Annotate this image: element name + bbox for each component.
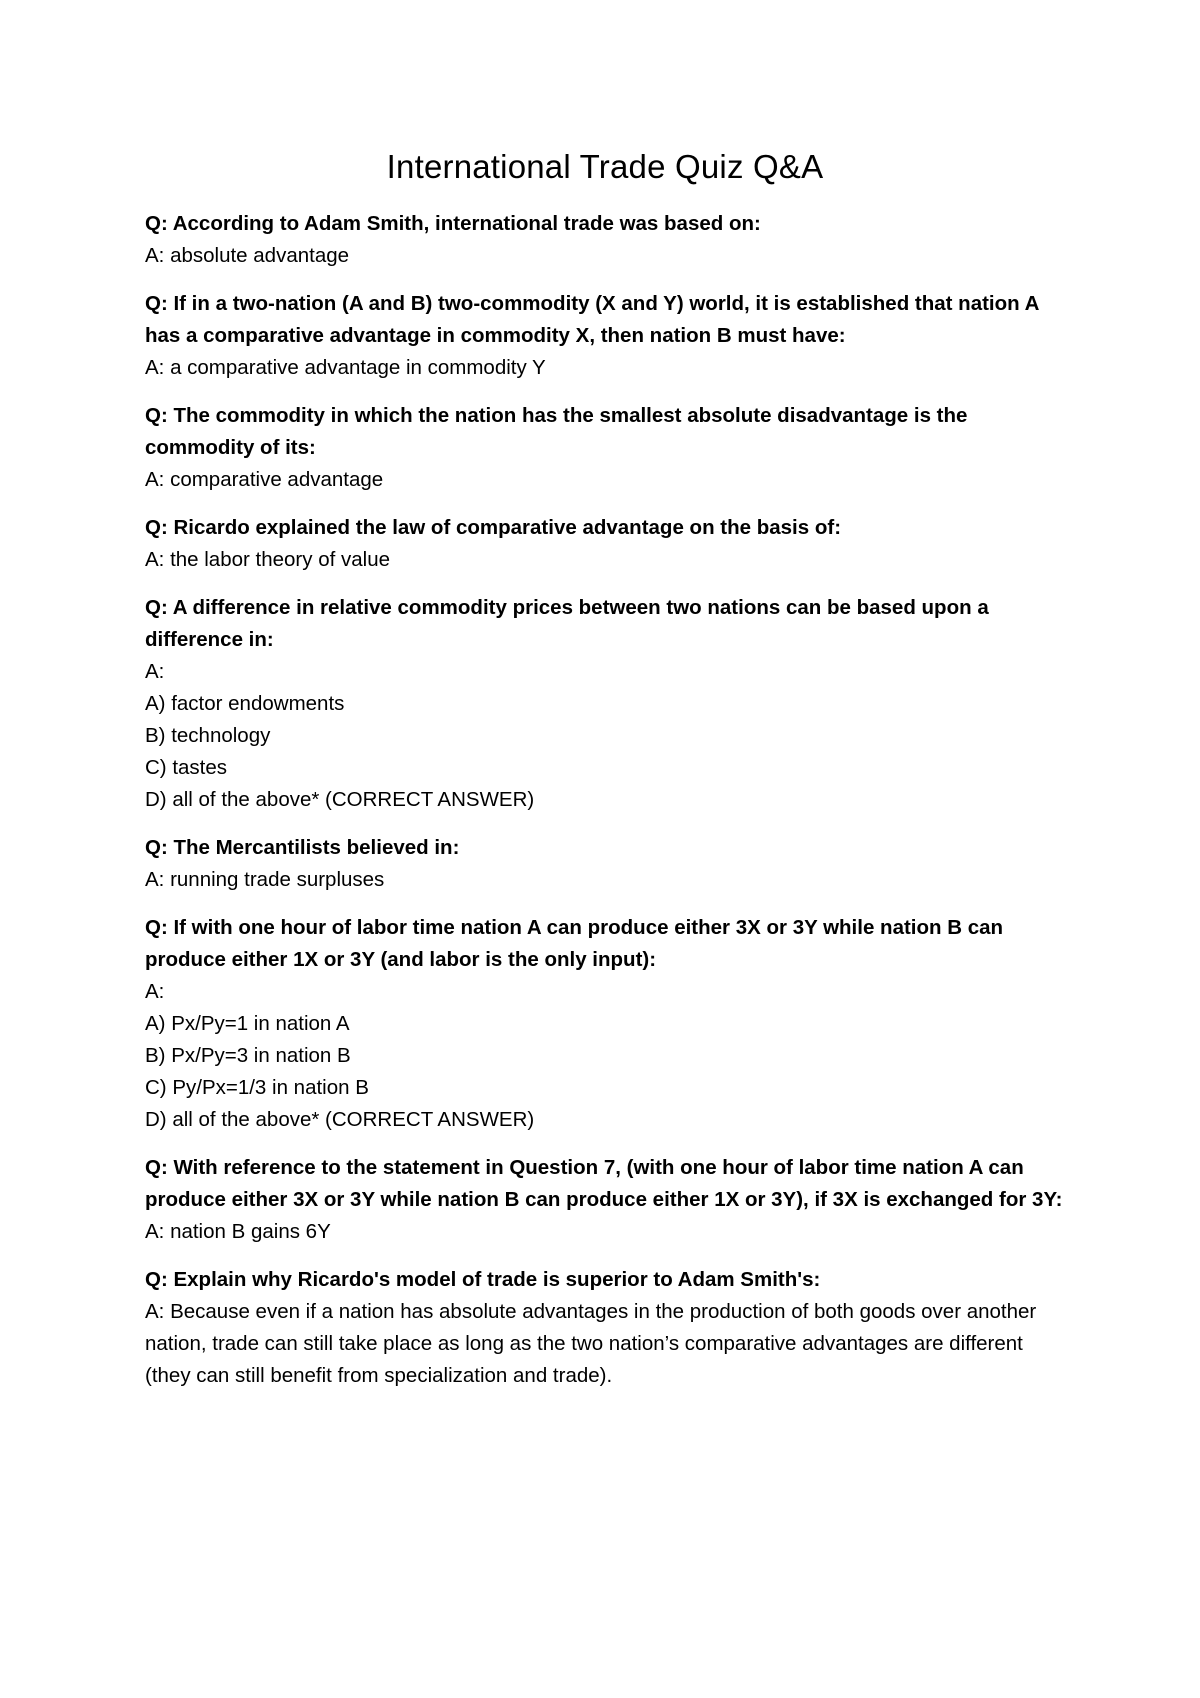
answer-text: A: Because even if a nation has absolute advantages in the production of both goods over another nation, trade can still take place as long as the two nation’s comparative advantages are different (they can still benefit from specialization and trade).	[145, 1300, 1037, 1387]
qa-item-9	[145, 1264, 1065, 1392]
answer-option: D) all of the above* (CORRECT ANSWER)	[145, 1108, 535, 1131]
answer-option: B) Px/Py=3 in nation B	[145, 1044, 351, 1067]
answer-text: A:	[145, 980, 165, 1003]
answer-option: C) Py/Px=1/3 in nation B	[145, 1076, 369, 1099]
answer-option: A) factor endowments	[145, 692, 345, 715]
question-text: Q: Ricardo explained the law of comparative advantage on the basis of:	[145, 516, 842, 539]
question-text: Q: Explain why Ricardo's model of trade is superior to Adam Smith's:	[145, 1268, 821, 1291]
document-content	[145, 146, 1065, 1408]
answer-text: A: comparative advantage	[145, 468, 384, 491]
answer-option: A) Px/Py=1 in nation A	[145, 1012, 350, 1035]
document-title: International Trade Quiz Q&A	[386, 148, 824, 185]
question-text: Q: The commodity in which the nation has the smallest absolute disadvantage is the commodity of its:	[145, 404, 968, 459]
answer-text: A: the labor theory of value	[145, 548, 391, 571]
answer-text: A: running trade surpluses	[145, 868, 385, 891]
question-text: Q: The Mercantilists believed in:	[145, 836, 460, 859]
question-text: Q: If in a two-nation (A and B) two-commodity (X and Y) world, it is established that nation A has a comparative advantage in commodity X, then nation B must have:	[145, 292, 1039, 347]
qa-item-1	[145, 208, 1065, 272]
question-text: Q: A difference in relative commodity prices between two nations can be based upon a difference in:	[145, 596, 989, 651]
question-text: Q: According to Adam Smith, international trade was based on:	[145, 212, 761, 235]
answer-text: A:	[145, 660, 165, 683]
qa-item-8	[145, 1152, 1065, 1248]
question-text: Q: With reference to the statement in Question 7, (with one hour of labor time nation A can produce either 3X or 3Y while nation B can produce either 1X or 3Y), if 3X is exchanged for 3Y:	[145, 1156, 1063, 1211]
answer-text: A: a comparative advantage in commodity Y	[145, 356, 546, 379]
answer-option: B) technology	[145, 724, 271, 747]
qa-item-2	[145, 288, 1065, 384]
qa-item-4	[145, 512, 1065, 576]
qa-item-7	[145, 912, 1065, 1136]
answer-option: C) tastes	[145, 756, 228, 779]
answer-option: D) all of the above* (CORRECT ANSWER)	[145, 788, 535, 811]
question-text: Q: If with one hour of labor time nation A can produce either 3X or 3Y while nation B can produce either 1X or 3Y (and labor is the only input):	[145, 916, 1004, 971]
qa-item-6	[145, 832, 1065, 896]
qa-item-5	[145, 592, 1065, 816]
answer-text: A: nation B gains 6Y	[145, 1220, 331, 1243]
qa-item-3	[145, 400, 1065, 496]
answer-text: A: absolute advantage	[145, 244, 350, 267]
